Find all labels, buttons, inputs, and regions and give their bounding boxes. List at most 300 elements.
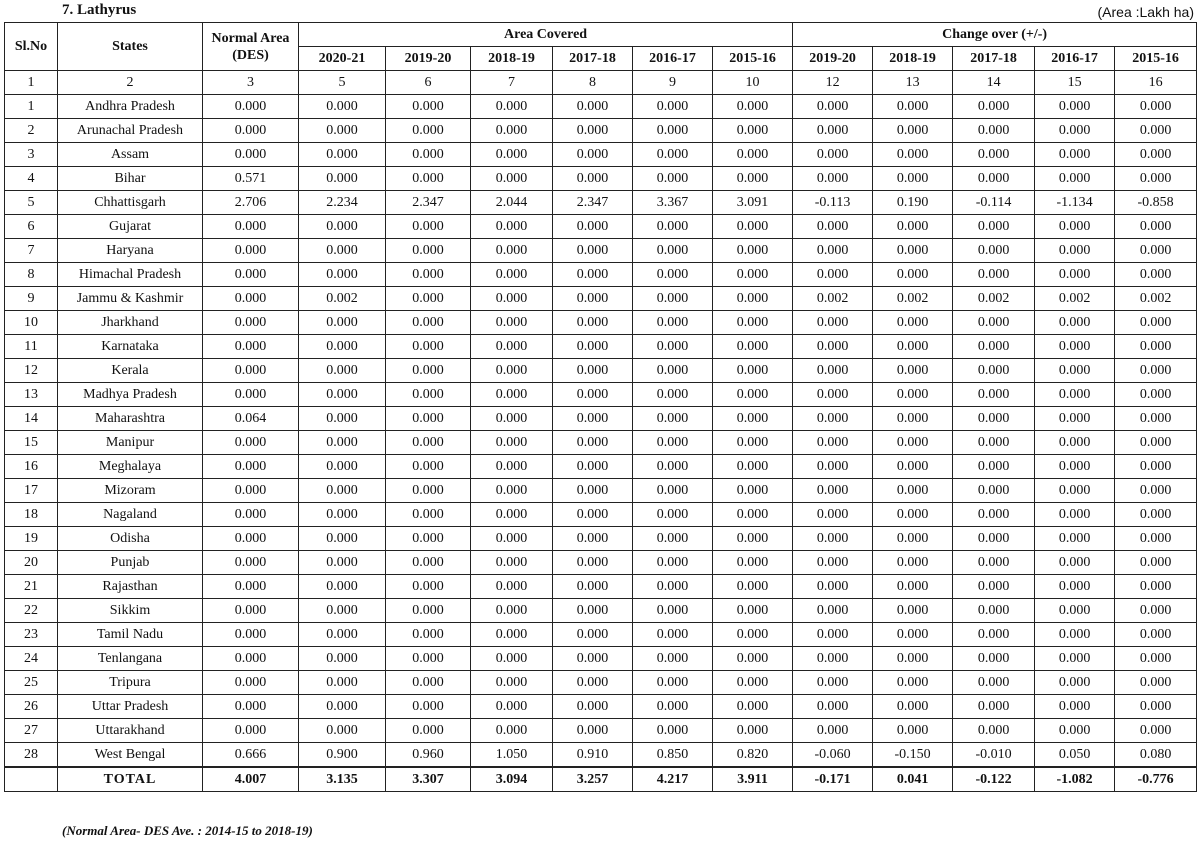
header-change-over: Change over (+/-) (793, 23, 1197, 47)
row-value: 0.000 (793, 311, 873, 335)
row-value: 0.000 (793, 479, 873, 503)
row-value: 0.000 (793, 383, 873, 407)
row-value: 0.000 (953, 95, 1035, 119)
row-value: 0.064 (203, 407, 299, 431)
row-value: 0.000 (299, 527, 386, 551)
row-value: 0.000 (953, 647, 1035, 671)
row-value: 0.000 (713, 335, 793, 359)
row-value: 0.000 (299, 695, 386, 719)
footnote: (Normal Area- DES Ave. : 2014-15 to 2018-19) (62, 823, 313, 838)
column-number: 2 (58, 71, 203, 95)
row-value: 0.000 (713, 143, 793, 167)
row-value: 0.000 (203, 263, 299, 287)
row-value: 0.000 (1035, 167, 1115, 191)
table-row (5, 311, 1197, 335)
row-value: 2.234 (299, 191, 386, 215)
row-value: 0.000 (1115, 167, 1197, 191)
row-value: 0.000 (793, 527, 873, 551)
row-state: Uttarakhand (58, 719, 203, 743)
row-value: 0.000 (553, 311, 633, 335)
row-value: 0.000 (203, 431, 299, 455)
row-value: 0.000 (873, 143, 953, 167)
row-value: 0.000 (873, 311, 953, 335)
row-sl-no: 26 (5, 695, 58, 719)
row-value: 0.000 (1035, 527, 1115, 551)
row-value: 0.000 (633, 599, 713, 623)
row-value: 0.000 (1035, 143, 1115, 167)
row-value: 0.000 (953, 671, 1035, 695)
row-state: Odisha (58, 527, 203, 551)
row-value: 0.000 (953, 479, 1035, 503)
row-value: 0.000 (553, 431, 633, 455)
row-value: 0.000 (793, 335, 873, 359)
total-value: 4.007 (203, 767, 299, 792)
row-value: 0.000 (1035, 239, 1115, 263)
header-area-covered: Area Covered (299, 23, 793, 47)
table-row (5, 335, 1197, 359)
row-sl-no: 14 (5, 407, 58, 431)
row-value: 0.000 (633, 431, 713, 455)
row-state: Meghalaya (58, 455, 203, 479)
row-value: -0.113 (793, 191, 873, 215)
row-value: 0.000 (471, 575, 553, 599)
row-value: 0.000 (793, 719, 873, 743)
row-value: 0.000 (793, 647, 873, 671)
row-sl-no: 23 (5, 623, 58, 647)
row-value: 0.000 (386, 287, 471, 311)
row-value: 0.000 (633, 503, 713, 527)
row-value: 0.000 (713, 719, 793, 743)
row-value: 0.000 (553, 647, 633, 671)
row-value: 0.000 (1115, 599, 1197, 623)
row-value: -0.060 (793, 743, 873, 768)
row-value: 0.000 (1115, 311, 1197, 335)
row-value: 0.000 (873, 455, 953, 479)
row-value: 0.000 (793, 359, 873, 383)
total-value: -0.122 (953, 767, 1035, 792)
row-sl-no: 2 (5, 119, 58, 143)
row-value: 0.000 (471, 455, 553, 479)
row-value: 0.000 (471, 599, 553, 623)
total-value: 3.257 (553, 767, 633, 792)
total-row (5, 767, 1197, 792)
row-value: 0.000 (633, 119, 713, 143)
row-value: 0.000 (553, 575, 633, 599)
row-state: Madhya Pradesh (58, 383, 203, 407)
row-value: 0.000 (633, 647, 713, 671)
row-value: 0.000 (386, 671, 471, 695)
row-value: 0.000 (633, 383, 713, 407)
row-value: 0.000 (713, 599, 793, 623)
table-row (5, 455, 1197, 479)
row-value: 0.000 (1035, 455, 1115, 479)
row-value: 0.000 (386, 95, 471, 119)
table-row (5, 479, 1197, 503)
row-value: 0.000 (873, 215, 953, 239)
row-value: 0.000 (386, 623, 471, 647)
row-value: 0.000 (633, 359, 713, 383)
row-value: 0.000 (1115, 407, 1197, 431)
row-value: 0.000 (713, 167, 793, 191)
row-value: 0.000 (386, 383, 471, 407)
row-value: 0.000 (471, 359, 553, 383)
header-area-year: 2018-19 (471, 47, 553, 71)
row-value: 0.000 (633, 719, 713, 743)
header-area-year: 2016-17 (633, 47, 713, 71)
row-value: 0.000 (553, 263, 633, 287)
row-value: 0.000 (633, 95, 713, 119)
row-value: 0.000 (713, 623, 793, 647)
row-value: 0.000 (633, 239, 713, 263)
table-row (5, 743, 1197, 768)
row-value: 0.000 (1115, 455, 1197, 479)
row-value: 0.000 (1115, 671, 1197, 695)
row-value: 0.000 (953, 311, 1035, 335)
row-value: 0.000 (1035, 359, 1115, 383)
row-value: 0.000 (793, 263, 873, 287)
column-number: 10 (713, 71, 793, 95)
row-value: 0.000 (1035, 575, 1115, 599)
row-state: Himachal Pradesh (58, 263, 203, 287)
row-value: 0.000 (873, 503, 953, 527)
row-value: 0.000 (299, 479, 386, 503)
row-value: 0.000 (299, 503, 386, 527)
row-sl-no: 7 (5, 239, 58, 263)
row-value: 0.000 (1115, 575, 1197, 599)
row-sl-no: 19 (5, 527, 58, 551)
row-sl-no: 8 (5, 263, 58, 287)
row-value: 0.000 (471, 95, 553, 119)
row-value: 0.000 (873, 479, 953, 503)
row-value: 0.000 (953, 503, 1035, 527)
row-value: 0.000 (299, 383, 386, 407)
row-value: 0.000 (793, 239, 873, 263)
table-row (5, 623, 1197, 647)
row-value: 0.000 (1035, 215, 1115, 239)
row-state: Jharkhand (58, 311, 203, 335)
row-value: 0.000 (793, 167, 873, 191)
row-value: 0.000 (793, 599, 873, 623)
table-row (5, 551, 1197, 575)
row-value: 0.000 (1115, 503, 1197, 527)
total-value: 3.911 (713, 767, 793, 792)
row-value: 0.000 (203, 143, 299, 167)
row-value: 0.000 (873, 263, 953, 287)
row-sl-no: 17 (5, 479, 58, 503)
row-value: 0.000 (553, 95, 633, 119)
row-value: 0.000 (1035, 503, 1115, 527)
row-value: 0.000 (471, 623, 553, 647)
table-body (5, 95, 1197, 792)
row-value: 0.000 (1035, 623, 1115, 647)
row-value: 0.000 (471, 671, 553, 695)
row-state: Manipur (58, 431, 203, 455)
row-value: 0.000 (1115, 119, 1197, 143)
column-number: 3 (203, 71, 299, 95)
row-sl-no: 12 (5, 359, 58, 383)
row-value: 0.000 (873, 359, 953, 383)
row-value: 0.000 (1035, 335, 1115, 359)
row-value: 0.000 (1115, 719, 1197, 743)
table-row (5, 191, 1197, 215)
row-value: 0.002 (1115, 287, 1197, 311)
row-value: 0.000 (471, 335, 553, 359)
row-state: Assam (58, 143, 203, 167)
row-value: 0.000 (386, 719, 471, 743)
row-value: 0.000 (793, 551, 873, 575)
row-value: 0.000 (553, 551, 633, 575)
row-value: 0.000 (299, 263, 386, 287)
row-value: 0.000 (553, 383, 633, 407)
total-value: 3.135 (299, 767, 386, 792)
row-value: 0.000 (1035, 551, 1115, 575)
row-value: 0.000 (386, 527, 471, 551)
total-value: 0.041 (873, 767, 953, 792)
row-value: 0.000 (873, 239, 953, 263)
row-value: 0.000 (471, 407, 553, 431)
row-value: 0.000 (553, 143, 633, 167)
row-value: 0.000 (386, 119, 471, 143)
row-value: 0.000 (713, 575, 793, 599)
row-value: 0.000 (386, 167, 471, 191)
row-value: 0.000 (713, 215, 793, 239)
row-value: 0.000 (713, 311, 793, 335)
row-value: 0.000 (713, 431, 793, 455)
row-value: 0.000 (386, 503, 471, 527)
row-value: 0.000 (299, 407, 386, 431)
row-value: 0.000 (386, 599, 471, 623)
row-state: Tenlangana (58, 647, 203, 671)
row-value: 0.000 (299, 167, 386, 191)
table-row (5, 215, 1197, 239)
row-value: 0.000 (386, 263, 471, 287)
total-value: -1.082 (1035, 767, 1115, 792)
table-title: 7. Lathyrus (62, 2, 137, 18)
row-value: 0.000 (471, 143, 553, 167)
row-value: 0.000 (873, 599, 953, 623)
row-value: 0.000 (553, 215, 633, 239)
row-value: 0.000 (1115, 647, 1197, 671)
row-value: 0.000 (299, 599, 386, 623)
row-value: 1.050 (471, 743, 553, 768)
row-value: 0.000 (633, 215, 713, 239)
table-row (5, 359, 1197, 383)
row-value: 0.000 (386, 215, 471, 239)
column-number: 1 (5, 71, 58, 95)
row-value: 0.000 (873, 527, 953, 551)
row-value: 0.000 (793, 695, 873, 719)
row-value: 0.000 (953, 383, 1035, 407)
row-value: 0.000 (873, 551, 953, 575)
row-value: 0.000 (953, 167, 1035, 191)
row-value: 0.000 (553, 695, 633, 719)
row-value: 0.000 (299, 95, 386, 119)
table-row (5, 95, 1197, 119)
row-value: 0.000 (553, 719, 633, 743)
row-state: Rajasthan (58, 575, 203, 599)
row-value: 3.091 (713, 191, 793, 215)
row-value: 0.000 (873, 383, 953, 407)
row-value: 0.820 (713, 743, 793, 768)
row-value: 0.000 (553, 623, 633, 647)
row-value: 0.000 (299, 119, 386, 143)
row-value: 0.000 (633, 263, 713, 287)
column-number: 9 (633, 71, 713, 95)
row-value: 0.000 (553, 167, 633, 191)
table-row (5, 383, 1197, 407)
row-value: 0.000 (793, 671, 873, 695)
row-value: 0.002 (793, 287, 873, 311)
row-value: 0.000 (1035, 383, 1115, 407)
row-value: 0.000 (1035, 719, 1115, 743)
table-row (5, 431, 1197, 455)
row-value: 0.000 (953, 599, 1035, 623)
row-value: 0.000 (873, 647, 953, 671)
row-value: 0.000 (553, 599, 633, 623)
row-value: 0.000 (873, 719, 953, 743)
row-value: 2.044 (471, 191, 553, 215)
row-value: 0.000 (953, 119, 1035, 143)
table-row (5, 671, 1197, 695)
row-sl-no: 3 (5, 143, 58, 167)
row-value: 0.000 (793, 119, 873, 143)
row-value: 0.000 (873, 695, 953, 719)
header-area-year: 2017-18 (553, 47, 633, 71)
table-row (5, 719, 1197, 743)
row-value: 0.000 (386, 551, 471, 575)
row-value: 0.000 (1115, 359, 1197, 383)
row-value: 0.000 (553, 287, 633, 311)
row-value: 0.000 (713, 119, 793, 143)
row-value: 0.080 (1115, 743, 1197, 768)
header-area-year: 2019-20 (386, 47, 471, 71)
row-value: 0.000 (299, 647, 386, 671)
column-number: 12 (793, 71, 873, 95)
row-value: 0.000 (553, 359, 633, 383)
row-value: 0.000 (1035, 95, 1115, 119)
row-value: 0.000 (1115, 239, 1197, 263)
row-sl-no: 10 (5, 311, 58, 335)
row-value: 0.000 (203, 359, 299, 383)
row-value: 0.000 (471, 239, 553, 263)
row-value: 2.347 (386, 191, 471, 215)
row-value: 0.000 (471, 383, 553, 407)
row-value: -1.134 (1035, 191, 1115, 215)
row-value: 0.000 (793, 431, 873, 455)
row-value: 0.000 (633, 695, 713, 719)
row-value: 0.000 (203, 623, 299, 647)
row-value: 0.000 (793, 623, 873, 647)
row-sl-no: 15 (5, 431, 58, 455)
header-change-year: 2019-20 (793, 47, 873, 71)
row-value: 0.000 (633, 527, 713, 551)
header-sl-no: Sl.No (5, 23, 58, 71)
row-value: 0.000 (553, 119, 633, 143)
row-value: 0.000 (713, 239, 793, 263)
row-value: 0.000 (471, 527, 553, 551)
row-value: 0.000 (1115, 383, 1197, 407)
row-sl-no: 9 (5, 287, 58, 311)
row-value: 0.000 (553, 503, 633, 527)
row-value: 0.000 (873, 335, 953, 359)
row-value: 0.000 (386, 431, 471, 455)
row-value: 0.000 (471, 431, 553, 455)
row-value: 0.000 (713, 503, 793, 527)
header-normal-area: Normal Area (DES) (203, 23, 299, 71)
row-sl-no: 6 (5, 215, 58, 239)
row-value: 0.000 (1035, 431, 1115, 455)
header-change-year: 2017-18 (953, 47, 1035, 71)
row-value: 0.000 (1115, 527, 1197, 551)
row-sl-no: 27 (5, 719, 58, 743)
row-value: 0.000 (203, 455, 299, 479)
row-value: 0.000 (713, 287, 793, 311)
total-value: 3.094 (471, 767, 553, 792)
row-value: 0.000 (203, 599, 299, 623)
row-sl-no: 13 (5, 383, 58, 407)
row-value: 0.000 (873, 431, 953, 455)
row-value: 0.000 (953, 551, 1035, 575)
row-value: 0.000 (203, 335, 299, 359)
row-value: 0.000 (471, 287, 553, 311)
row-value: 0.000 (953, 359, 1035, 383)
row-value: 0.000 (713, 479, 793, 503)
row-value: 0.000 (1035, 119, 1115, 143)
row-value: 0.000 (633, 479, 713, 503)
row-value: 0.000 (386, 455, 471, 479)
row-value: 0.000 (1035, 311, 1115, 335)
row-value: 0.000 (713, 263, 793, 287)
row-value: 0.000 (299, 551, 386, 575)
row-value: 0.000 (953, 575, 1035, 599)
row-value: 0.000 (713, 383, 793, 407)
data-table (4, 22, 1197, 792)
row-value: 0.000 (1035, 695, 1115, 719)
row-value: 0.000 (299, 623, 386, 647)
row-state: Gujarat (58, 215, 203, 239)
row-value: -0.150 (873, 743, 953, 768)
row-value: 0.000 (386, 311, 471, 335)
row-state: Tripura (58, 671, 203, 695)
table-row (5, 647, 1197, 671)
row-value: 0.000 (793, 575, 873, 599)
row-state: Punjab (58, 551, 203, 575)
row-state: Chhattisgarh (58, 191, 203, 215)
row-value: 0.000 (471, 647, 553, 671)
table-row (5, 407, 1197, 431)
row-value: 0.000 (471, 719, 553, 743)
row-value: 2.706 (203, 191, 299, 215)
row-state: Kerala (58, 359, 203, 383)
row-value: 0.000 (1115, 479, 1197, 503)
header-change-year: 2015-16 (1115, 47, 1197, 71)
table-row (5, 143, 1197, 167)
row-value: 0.000 (1035, 263, 1115, 287)
row-sl-no: 24 (5, 647, 58, 671)
row-sl-no: 20 (5, 551, 58, 575)
row-value: 0.000 (203, 503, 299, 527)
row-value: 0.000 (471, 503, 553, 527)
row-value: 0.666 (203, 743, 299, 768)
row-value: 0.000 (793, 143, 873, 167)
row-sl-no: 4 (5, 167, 58, 191)
row-value: 0.000 (1115, 695, 1197, 719)
row-state: Karnataka (58, 335, 203, 359)
row-value: 0.000 (386, 647, 471, 671)
row-sl-no: 18 (5, 503, 58, 527)
row-value: 0.000 (203, 647, 299, 671)
column-number: 15 (1035, 71, 1115, 95)
